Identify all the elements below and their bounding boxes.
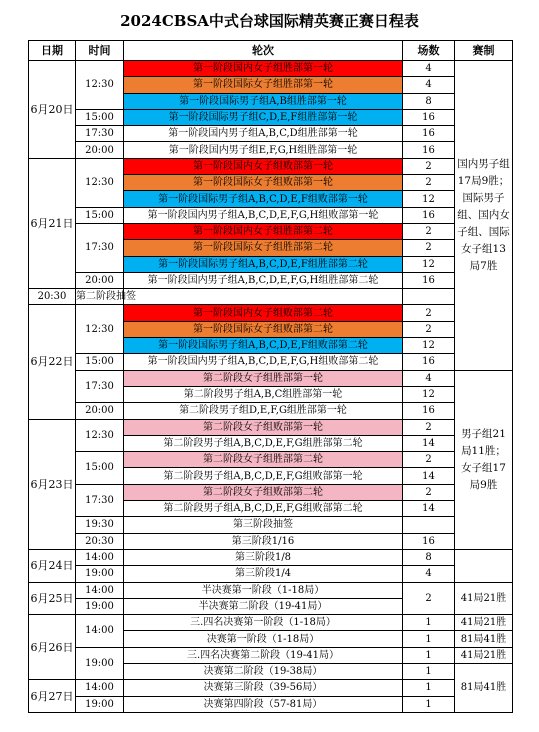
date-cell: 6月24日 (29, 549, 76, 582)
time-cell: 20:00 (76, 403, 124, 419)
time-cell: 14:00 (76, 549, 124, 565)
matches-cell: 2 (403, 223, 455, 239)
schedule-row (29, 517, 513, 533)
round-cell: 第二阶段抽签 (76, 289, 124, 305)
matches-cell: 8 (403, 549, 455, 565)
matches-cell: 16 (403, 126, 455, 142)
time-cell: 17:30 (76, 370, 124, 403)
time-cell: 15:00 (76, 452, 124, 485)
time-cell: 12:30 (76, 158, 124, 207)
matches-cell: 8 (403, 93, 455, 109)
date-cell: 6月20日 (29, 61, 76, 159)
time-cell: 15:00 (76, 109, 124, 125)
time-cell: 20:00 (76, 142, 124, 158)
schedule-row (29, 615, 513, 631)
date-cell: 6月26日 (29, 615, 76, 680)
matches-cell: 1 (403, 663, 455, 679)
round-cell: 第一阶段国内男子组E,F,G,H组胜部第一轮 (124, 142, 403, 158)
round-cell: 第一阶段国际女子组败部第一轮 (124, 175, 403, 191)
date-cell: 6月25日 (29, 582, 76, 615)
schedule-row (29, 289, 513, 305)
round-cell: 第一阶段国际男子组A,B组胜部第一轮 (124, 93, 403, 109)
matches-cell: 16 (403, 207, 455, 223)
matches-cell (124, 289, 403, 305)
time-cell: 12:30 (76, 305, 124, 354)
time-cell: 14:00 (76, 582, 124, 598)
round-cell: 第一阶段国内女子组胜部第二轮 (124, 223, 403, 239)
time-cell: 15:00 (76, 207, 124, 223)
round-cell: 第一阶段国内女子组胜部第一轮 (124, 61, 403, 77)
date-cell: 6月23日 (29, 419, 76, 549)
time-cell: 17:30 (76, 223, 124, 272)
header-time: 时间 (76, 41, 124, 61)
header-matches: 场数 (403, 41, 455, 61)
time-cell: 17:30 (76, 484, 124, 517)
round-cell: 第三阶段1/16 (124, 533, 403, 549)
round-cell: 第二阶段男子组A,B,C,D,E,F,G组败部第一轮 (124, 468, 403, 484)
schedule-row (29, 582, 513, 598)
schedule-row (29, 484, 513, 500)
round-cell: 第一阶段国内男子组A,B,C,D组胜部第一轮 (124, 126, 403, 142)
round-cell: 第一阶段国际男子组A,B,C,D,E,F组败部第二轮 (124, 338, 403, 354)
schedule-row (29, 223, 513, 239)
time-cell: 20:30 (76, 533, 124, 549)
schedule-row (29, 272, 513, 288)
time-cell: 17:30 (76, 126, 124, 142)
page-title: 2024CBSA中式台球国际精英赛正赛日程表 (120, 12, 419, 30)
matches-cell: 2 (403, 419, 455, 435)
format-cell: 81局41胜 (455, 631, 513, 647)
schedule-row (29, 158, 513, 174)
round-cell: 第一阶段国内女子组败部第一轮 (124, 158, 403, 174)
time-cell: 15:00 (76, 354, 124, 370)
time-cell: 12:30 (76, 61, 124, 110)
matches-cell: 4 (403, 61, 455, 77)
schedule-row (29, 354, 513, 370)
round-cell: 决赛第三阶段（39-56局） (124, 680, 403, 696)
schedule-row (29, 403, 513, 419)
matches-cell: 2 (403, 452, 455, 468)
matches-cell: 16 (403, 142, 455, 158)
matches-cell: 16 (403, 272, 455, 288)
matches-cell: 16 (403, 403, 455, 419)
round-cell: 决赛第二阶段（19-38局） (124, 663, 403, 679)
round-cell: 第一阶段国际女子组败部第二轮 (124, 321, 403, 337)
format-cell: 41局21胜 (455, 647, 513, 663)
round-cell: 第一阶段国内男子组A,B,C,D,E,F,G,H组胜部第二轮 (124, 272, 403, 288)
round-cell: 半决赛第二阶段（19-41局） (124, 598, 403, 614)
schedule-row (29, 142, 513, 158)
format-cell: 41局21胜 (455, 582, 513, 615)
time-cell: 19:00 (76, 566, 124, 582)
matches-cell: 2 (403, 305, 455, 321)
time-cell: 19:00 (76, 598, 124, 614)
date-cell: 6月22日 (29, 305, 76, 419)
format-cell: 男子组21局11胜；女子组17局9胜 (455, 370, 513, 549)
time-cell: 19:00 (76, 647, 124, 680)
round-cell: 第一阶段国际女子组胜部第二轮 (124, 240, 403, 256)
matches-cell: 14 (403, 501, 455, 517)
schedule-row (29, 61, 513, 77)
matches-cell (403, 517, 455, 533)
matches-cell: 4 (403, 370, 455, 386)
round-cell: 第一阶段国内女子组败部第二轮 (124, 305, 403, 321)
time-cell: 19:30 (76, 517, 124, 533)
matches-cell: 1 (403, 615, 455, 631)
round-cell: 第二阶段女子组败部第一轮 (124, 419, 403, 435)
matches-cell: 4 (403, 566, 455, 582)
round-cell: 第一阶段国际男子组C,D,E,F组胜部第一轮 (124, 109, 403, 125)
time-cell: 14:00 (76, 680, 124, 696)
schedule-row (29, 419, 513, 435)
time-cell: 20:30 (29, 289, 76, 305)
round-cell: 三.四名决赛第二阶段（19-41局） (124, 647, 403, 663)
format-cell: 81局41胜 (455, 663, 513, 712)
round-cell: 决赛第一阶段（1-18局） (124, 631, 403, 647)
matches-cell: 16 (403, 109, 455, 125)
format-cell: 41局21胜 (455, 615, 513, 631)
round-cell: 第二阶段女子组败部第二轮 (124, 484, 403, 500)
round-cell: 半决赛第一阶段（1-18局） (124, 582, 403, 598)
round-cell: 第三阶段1/4 (124, 566, 403, 582)
round-cell: 第三阶段1/8 (124, 549, 403, 565)
round-cell: 三.四名决赛第一阶段（1-18局） (124, 615, 403, 631)
schedule-row (29, 207, 513, 223)
round-cell: 第二阶段女子组胜部第一轮 (124, 370, 403, 386)
matches-cell: 1 (403, 631, 455, 647)
header-row (29, 41, 513, 61)
schedule-row (29, 305, 513, 321)
header-round: 轮次 (124, 41, 403, 61)
matches-cell: 1 (403, 696, 455, 712)
round-cell: 第一阶段国际男子组A,B,C,D,E,F组败部第一轮 (124, 191, 403, 207)
matches-cell: 2 (403, 240, 455, 256)
matches-cell: 1 (403, 647, 455, 663)
matches-cell: 12 (403, 191, 455, 207)
round-cell: 第二阶段男子组A,B,C,D,E,F,G组胜部第二轮 (124, 435, 403, 451)
round-cell: 第二阶段男子组D,E,F,G组胜部第一轮 (124, 403, 403, 419)
time-cell: 14:00 (76, 615, 124, 648)
matches-cell: 2 (403, 175, 455, 191)
date-cell: 6月21日 (29, 158, 76, 288)
matches-cell: 2 (403, 321, 455, 337)
matches-cell: 14 (403, 468, 455, 484)
round-cell: 第一阶段国内男子组A,B,C,D,E,F,G,H组败部第一轮 (124, 207, 403, 223)
schedule-row (29, 549, 513, 565)
schedule-row (29, 533, 513, 549)
schedule-row (29, 126, 513, 142)
header-date: 日期 (29, 41, 76, 61)
matches-cell: 2 (403, 582, 455, 615)
format-cell: 国内男子组17局9胜；国际男子组、国内女子组、国际女子组13局7胜 (455, 61, 513, 371)
schedule-row (29, 696, 513, 712)
matches-cell: 16 (403, 533, 455, 549)
header-format: 赛制 (455, 41, 513, 61)
schedule-row (29, 680, 513, 696)
round-cell: 第一阶段国内男子组A,B,C,D,E,F,G,H组败部第二轮 (124, 354, 403, 370)
round-cell: 第一阶段国际男子组A,B,C,D,E,F组胜部第二轮 (124, 256, 403, 272)
schedule-row (29, 109, 513, 125)
schedule-table (28, 40, 513, 713)
time-cell: 12:30 (76, 419, 124, 452)
schedule-row (29, 566, 513, 582)
matches-cell: 2 (403, 158, 455, 174)
date-cell: 6月27日 (29, 680, 76, 713)
matches-cell: 16 (403, 354, 455, 370)
round-cell: 第三阶段抽签 (124, 517, 403, 533)
matches-cell: 14 (403, 435, 455, 451)
round-cell: 第二阶段男子组A,B,C,D,E,F,G组败部第二轮 (124, 501, 403, 517)
matches-cell: 12 (403, 338, 455, 354)
time-cell: 19:00 (76, 696, 124, 712)
schedule-row (29, 452, 513, 468)
matches-cell: 2 (403, 484, 455, 500)
round-cell: 第二阶段女子组胜部第二轮 (124, 452, 403, 468)
time-cell: 20:00 (76, 272, 124, 288)
round-cell: 第二阶段男子组A,B,C组胜部第一轮 (124, 386, 403, 402)
matches-cell: 1 (403, 680, 455, 696)
schedule-row (29, 647, 513, 663)
matches-cell: 12 (403, 256, 455, 272)
round-cell: 第一阶段国际女子组胜部第一轮 (124, 77, 403, 93)
matches-cell: 4 (403, 77, 455, 93)
round-cell: 决赛第四阶段（57-81局） (124, 696, 403, 712)
matches-cell: 12 (403, 386, 455, 402)
schedule-row (29, 370, 513, 386)
